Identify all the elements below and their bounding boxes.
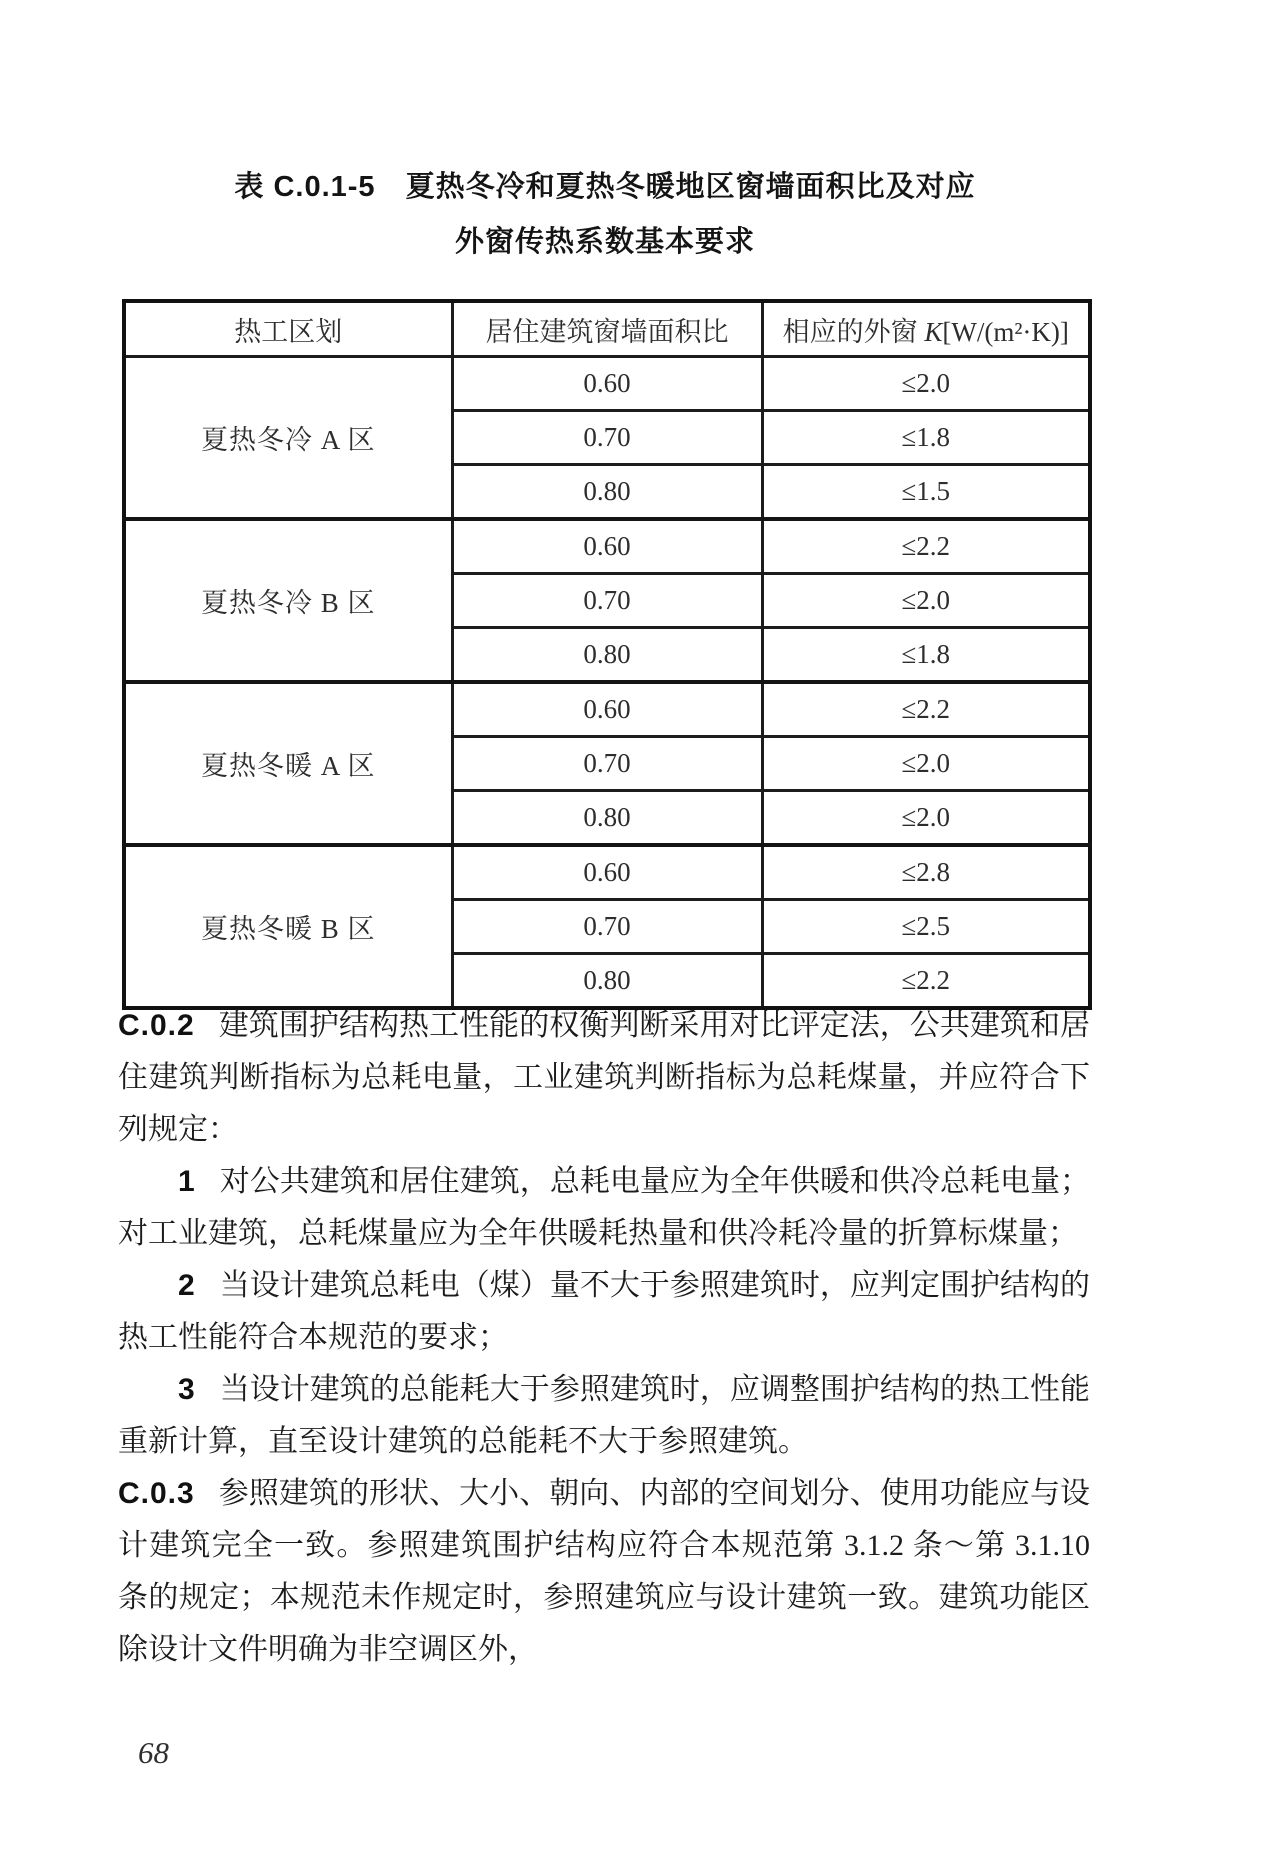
table-caption-line1: 表 C.0.1-5 夏热冬冷和夏热冬暖地区窗墙面积比及对应 <box>234 171 976 203</box>
k-cell: ≤1.5 <box>762 465 1090 520</box>
ratio-cell: 0.60 <box>452 682 762 737</box>
clause-label: C.0.2 <box>118 1009 195 1042</box>
ratio-cell: 0.60 <box>452 519 762 574</box>
clause-label: C.0.3 <box>118 1477 195 1510</box>
table-row <box>124 357 1090 411</box>
table-caption-line2: 外窗传热系数基本要求 <box>454 226 755 258</box>
table-row <box>124 682 1090 737</box>
table-row <box>124 519 1090 574</box>
item-number: 1 <box>178 1165 196 1198</box>
table-caption <box>122 160 1088 270</box>
item-number: 3 <box>178 1373 196 1406</box>
k-cell: ≤2.0 <box>762 737 1090 791</box>
k-cell: ≤2.5 <box>762 900 1090 954</box>
item-number: 2 <box>178 1269 196 1302</box>
item-text: 当设计建筑总耗电（煤）量不大于参照建筑时，应判定围护结构的热工性能符合本规范的要求； <box>118 1269 1090 1354</box>
k-cell: ≤1.8 <box>762 628 1090 683</box>
paragraph-item-3 <box>118 1364 1090 1468</box>
header-window-wall-ratio: 居住建筑窗墙面积比 <box>452 301 762 357</box>
k-cell: ≤2.0 <box>762 791 1090 846</box>
table-header-row <box>124 301 1090 357</box>
header-k-unit: [W/(m²·K)] <box>942 316 1069 347</box>
ratio-cell: 0.80 <box>452 628 762 683</box>
paragraph-c02 <box>118 1000 1090 1156</box>
ratio-cell: 0.70 <box>452 737 762 791</box>
paragraph-item-1 <box>118 1156 1090 1260</box>
clause-text: 建筑围护结构热工性能的权衡判断采用对比评定法，公共建筑和居住建筑判断指标为总耗电量，工业建筑判断指标为总耗煤量，并应符合下列规定： <box>118 1009 1090 1146</box>
ratio-cell: 0.60 <box>452 357 762 411</box>
k-cell: ≤2.2 <box>762 682 1090 737</box>
ratio-cell: 0.80 <box>452 954 762 1009</box>
ratio-cell: 0.70 <box>452 900 762 954</box>
k-cell: ≤2.8 <box>762 845 1090 900</box>
item-text: 对公共建筑和居住建筑，总耗电量应为全年供暖和供冷总耗电量；对工业建筑，总耗煤量应为全年供暖耗热量和供冷耗冷量的折算标煤量； <box>118 1165 1090 1250</box>
page-number: 68 <box>138 1735 169 1770</box>
header-thermal-zone: 热工区划 <box>124 301 452 357</box>
ratio-cell: 0.60 <box>452 845 762 900</box>
table-row <box>124 845 1090 900</box>
paragraph-c03 <box>118 1468 1090 1676</box>
header-k-symbol: K <box>924 316 943 347</box>
paragraph-item-2 <box>118 1260 1090 1364</box>
clause-text: 参照建筑的形状、大小、朝向、内部的空间划分、使用功能应与设计建筑完全一致。参照建筑围护结构应符合本规范第 3.1.2 条～第 3.1.10 条的规定；本规范未作规定时，参照建筑应与设计建筑一致。建筑功能区除设计文件明确为非空调区外， <box>118 1477 1090 1666</box>
window-wall-ratio-table <box>122 299 1092 1010</box>
k-cell: ≤2.2 <box>762 954 1090 1009</box>
ratio-cell: 0.70 <box>452 574 762 628</box>
zone-cell: 夏热冬暖 B 区 <box>124 845 452 1008</box>
header-k-value <box>762 301 1090 357</box>
ratio-cell: 0.70 <box>452 411 762 465</box>
ratio-cell: 0.80 <box>452 465 762 520</box>
body-text <box>118 1000 1090 1676</box>
zone-cell: 夏热冬暖 A 区 <box>124 682 452 845</box>
item-text: 当设计建筑的总能耗大于参照建筑时，应调整围护结构的热工性能重新计算，直至设计建筑的总能耗不大于参照建筑。 <box>118 1373 1090 1458</box>
k-cell: ≤2.2 <box>762 519 1090 574</box>
header-k-pre: 相应的外窗 <box>782 316 925 347</box>
zone-cell: 夏热冬冷 B 区 <box>124 519 452 682</box>
k-cell: ≤2.0 <box>762 357 1090 411</box>
ratio-cell: 0.80 <box>452 791 762 846</box>
k-cell: ≤1.8 <box>762 411 1090 465</box>
zone-cell: 夏热冬冷 A 区 <box>124 357 452 520</box>
k-cell: ≤2.0 <box>762 574 1090 628</box>
